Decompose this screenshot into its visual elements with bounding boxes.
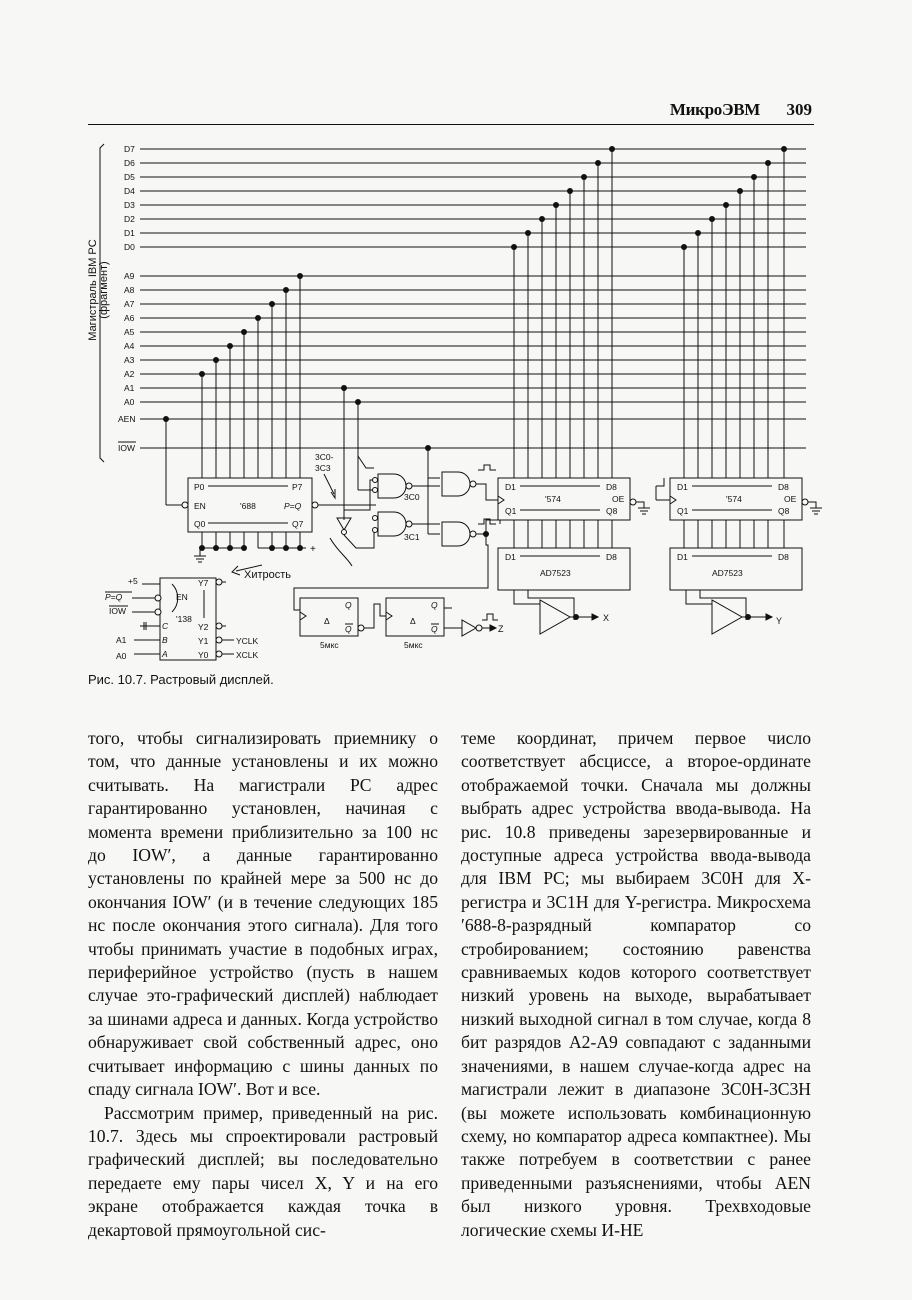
svg-text:P0: P0 — [194, 482, 205, 492]
addr-range-2: 3C3 — [315, 463, 331, 473]
svg-text:Q8: Q8 — [606, 506, 618, 516]
range-arrow — [324, 474, 334, 494]
svg-text:D2: D2 — [124, 214, 135, 224]
svg-text:D1: D1 — [677, 552, 688, 562]
svg-text:'688: '688 — [240, 501, 256, 511]
gate-label-3c1: 3C1 — [404, 532, 420, 542]
q-pin-dots — [199, 545, 303, 551]
svg-text:Q0: Q0 — [194, 519, 206, 529]
address-dots — [163, 273, 431, 451]
svg-text:Δ: Δ — [324, 616, 330, 626]
left-paragraph-1: того, чтобы сигнализировать приемнику о том, что данные установлены и их можно считывать. На магистрали PC адрес гарантированно установлен, начиная с момента времени приблизительно за 100 нс до IOW′, а данные гарантированно установлены по крайней мере за 500 нс до окончания IOW′ (и в течение следующих 185 нс после окончания этого сигнала). Для того чтобы принимать участие в подобных играх, периферийное устройство (пусть в нашем случае это-графический дисплей) наблюдает за шинами адреса и данных. Когда устройство обнаруживает свой собственный адрес, оно считывает информацию с шины данных по спаду сигнала IOW′. Вот и все. — [88, 728, 438, 1100]
right-column — [461, 727, 811, 1242]
svg-text:Δ: Δ — [410, 616, 416, 626]
svg-text:IOW: IOW — [118, 443, 135, 453]
trick-label: Хитрость — [244, 569, 292, 581]
data-bus-lines — [140, 149, 806, 247]
latch-y-data-taps — [684, 149, 784, 478]
svg-text:P=Q: P=Q — [284, 501, 302, 511]
svg-text:EN: EN — [194, 501, 206, 511]
opamp-y — [712, 600, 742, 634]
svg-text:D8: D8 — [606, 552, 617, 562]
pulse-x — [478, 465, 496, 470]
svg-text:P7: P7 — [292, 482, 303, 492]
svg-text:D7: D7 — [124, 144, 135, 154]
svg-text:D0: D0 — [124, 242, 135, 252]
svg-text:Q: Q — [431, 600, 438, 610]
address-bus-lines — [140, 276, 806, 448]
svg-text:EN: EN — [176, 592, 188, 602]
svg-text:B: B — [162, 635, 168, 645]
svg-text:Q1: Q1 — [677, 506, 689, 516]
svg-text:Магистраль IBM PC: Магистраль IBM PC — [87, 239, 99, 341]
svg-text:D1: D1 — [124, 228, 135, 238]
svg-text:A8: A8 — [124, 285, 135, 295]
svg-text:'138: '138 — [176, 614, 192, 624]
output-y-label: Y — [776, 616, 783, 626]
svg-text:A4: A4 — [124, 341, 135, 351]
svg-text:A9: A9 — [124, 271, 135, 281]
comparator-q-pins — [194, 532, 306, 562]
running-title: МикроЭВМ — [669, 100, 760, 119]
address-line-labels — [118, 271, 135, 453]
svg-text:A3: A3 — [124, 355, 135, 365]
svg-text:A7: A7 — [124, 299, 135, 309]
svg-text:D1: D1 — [505, 552, 516, 562]
svg-text:D4: D4 — [124, 186, 135, 196]
svg-text:AEN: AEN — [118, 414, 136, 424]
svg-text:Q8: Q8 — [778, 506, 790, 516]
left-paragraph-2: Рассмотрим пример, приведенный на рис. 10.7. Здесь мы спроектировали растровый графический дисплей; вы последовательно передаете ему пары чисел X, Y и на его экране отображается каждая точка в декартовой прямоугольной сис- — [88, 1102, 438, 1240]
addr-range-1: 3C0- — [315, 452, 334, 462]
svg-text:D5: D5 — [124, 172, 135, 182]
svg-text:P=Q: P=Q — [105, 592, 123, 602]
svg-text:'574: '574 — [545, 494, 561, 504]
right-paragraph-1: теме координат, причем первое число соответствует абсциссе, а второе-ординате отображаемой точки. Сначала мы должны выбрать адрес устройства ввода-вывода. На рис. 10.8 приведены зарезервированные и доступные адреса устройства ввода-вывода для IBM PC; мы выбираем 3C0H для X-регистра и 3C1H для Y-регистра. Микросхема ′688-8-разрядный компаратор со стробированием; состоянию равенства сравниваемых кодов которого соответствует низкий уровень на выходе, вырабатывает низкий выходной сигнал в том случае, когда 8 бит разрядов A2-A9 совпадают с заданными значениями, в нашем случае-когда адрес на магистрали лежит в диапазоне 3C0H-3C3H (вы можете использовать комбинационную схему, но компаратор адреса компактнее). Мы также потребуем в соответствии с ранее приведенными разъяснениями, чтобы AEN был низкого уровня. Трехвходовые логические схемы И-НЕ — [461, 728, 811, 1240]
page-number: 309 — [786, 100, 812, 119]
svg-text:AD7523: AD7523 — [712, 568, 743, 578]
svg-text:D1: D1 — [505, 482, 516, 492]
comparator-labels — [194, 482, 304, 529]
svg-text:Y2: Y2 — [198, 622, 209, 632]
svg-text:Q: Q — [345, 600, 352, 610]
svg-text:Q: Q — [345, 624, 352, 634]
output-z-label: Z — [498, 624, 504, 634]
nand-y-strobe — [442, 522, 470, 546]
svg-text:(фрагмент): (фрагмент) — [98, 261, 110, 319]
opamp-x — [540, 600, 570, 634]
svg-text:5мкс: 5мкс — [404, 640, 423, 650]
svg-text:OE: OE — [784, 494, 797, 504]
address-taps — [166, 276, 300, 505]
vcc-plus: + — [310, 544, 316, 555]
svg-text:A5: A5 — [124, 327, 135, 337]
svg-text:A0: A0 — [116, 651, 127, 661]
svg-text:C: C — [162, 621, 169, 631]
svg-text:OE: OE — [612, 494, 625, 504]
nand-3c1 — [378, 512, 406, 536]
svg-text:+5: +5 — [128, 576, 138, 586]
svg-text:5мкс: 5мкс — [320, 640, 339, 650]
svg-text:A: A — [162, 649, 168, 659]
svg-text:A1: A1 — [124, 383, 135, 393]
svg-text:'574: '574 — [726, 494, 742, 504]
svg-text:AD7523: AD7523 — [540, 568, 571, 578]
svg-text:A0: A0 — [124, 397, 135, 407]
data-line-labels — [124, 144, 135, 252]
latch-x-data-taps — [514, 149, 612, 478]
nand-x-strobe — [442, 472, 470, 496]
svg-text:Y0: Y0 — [198, 650, 209, 660]
figure-caption: Рис. 10.7. Растровый дисплей. — [88, 672, 274, 687]
nand-3c0 — [378, 474, 406, 498]
svg-text:D8: D8 — [778, 552, 789, 562]
svg-text:D6: D6 — [124, 158, 135, 168]
svg-text:D3: D3 — [124, 200, 135, 210]
bus-label — [87, 239, 110, 340]
svg-text:Q1: Q1 — [505, 506, 517, 516]
svg-text:D8: D8 — [606, 482, 617, 492]
svg-text:D1: D1 — [677, 482, 688, 492]
svg-text:IOW: IOW — [109, 606, 126, 616]
svg-text:A2: A2 — [124, 369, 135, 379]
svg-text:Q: Q — [431, 624, 438, 634]
gate-label-3c0: 3C0 — [404, 492, 420, 502]
svg-text:YCLK: YCLK — [236, 636, 259, 646]
svg-text:XCLK: XCLK — [236, 650, 259, 660]
output-x-label: X — [603, 613, 610, 623]
left-column — [88, 727, 438, 1242]
svg-text:D8: D8 — [778, 482, 789, 492]
svg-text:Y1: Y1 — [198, 636, 209, 646]
svg-text:Q7: Q7 — [292, 519, 304, 529]
pulse-z — [482, 614, 498, 620]
svg-text:A1: A1 — [116, 635, 127, 645]
svg-text:A6: A6 — [124, 313, 135, 323]
svg-text:Y7: Y7 — [198, 578, 209, 588]
z-buffer — [462, 620, 476, 636]
